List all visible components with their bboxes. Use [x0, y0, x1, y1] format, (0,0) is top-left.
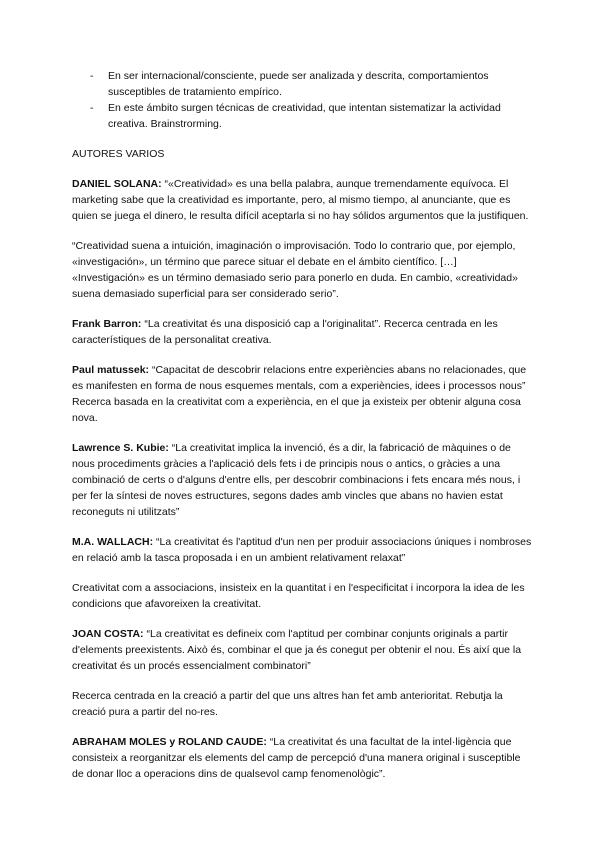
bullet-dash: - [90, 70, 94, 82]
document-page [72, 68, 532, 782]
quote-text: “La creativitat és l'aptitud d'un nen per produir associacions úniques i nombroses en relació amb la tasca proposada i en un ambient relativament relaxat” [72, 536, 532, 564]
paragraph-moles [72, 734, 532, 782]
quote-text: “La creativitat és una facultat de la intel·ligència que consisteix a reorganitzar els elements del camp de percepció d'una manera original i susceptible de donar lloc a operacions dins de qualsevol camp fenomenològic”. [72, 736, 521, 780]
author-name: DANIEL SOLANA: [72, 178, 162, 190]
bullet-list [72, 68, 532, 132]
author-name: Lawrence S. Kubie: [72, 442, 169, 454]
author-name: Frank Barron: [72, 318, 142, 330]
paragraph-barron [72, 316, 532, 348]
author-name: ABRAHAM MOLES y ROLAND CAUDE: [72, 736, 267, 748]
section-heading: AUTORES VARIOS [72, 148, 165, 160]
bullet-text: En este ámbito surgen técnicas de creatividad, que intentan sistematizar la actividad creativa. Brainstrorming. [108, 102, 501, 130]
bullet-dash: - [90, 102, 94, 114]
bullet-text: En ser internacional/consciente, puede ser analizada y descrita, comportamientos susceptibles de tratamiento empírico. [108, 70, 489, 98]
author-name: JOAN COSTA: [72, 628, 144, 640]
paragraph-solana [72, 176, 532, 224]
author-name: M.A. WALLACH: [72, 536, 154, 548]
paragraph-costa [72, 626, 532, 674]
list-item [72, 100, 532, 132]
paragraph-solana-2: “Creatividad suena a intuición, imaginación o improvisación. Todo lo contrario que, por ejemplo, «investigación», un término que parece situar el debate en el ámbito científico. […] «Investigación» es un término demasiado serio para ponerlo en duda. En cambio, «creatividad» suena demasiado superficial para ser considerado serio”. [72, 240, 518, 300]
paragraph-matussek-2: Recerca basada en la creativitat com a experiència, en el que ja existeix per obtenir alguna cosa nova. [72, 396, 521, 424]
quote-text: “La creativitat és una disposició cap a l'originalitat”. Recerca centrada en les característiques de la personalitat creativa. [72, 318, 498, 346]
quote-text: “La creativitat es defineix com l'aptitud per combinar conjunts originals a partir d'elements preexistents. Això és, combinar el que ja és conegut per obtenir el nou. És així que la creativitat és un procés essencialment combinatori” [72, 628, 522, 672]
paragraph-kubie [72, 440, 532, 520]
paragraph-matussek [72, 362, 532, 394]
author-name: Paul matussek: [72, 364, 150, 376]
quote-text: “La creativitat implica la invenció, és a dir, la fabricació de màquines o de nous procediments gràcies a l'aplicació dels fets i de principis nous o antics, o gràcies a una combinació de certs o d'alguns d'entre ells, per descobrir combinacions i fets encara més nous, i per fer la síntesi de noves estructures, segons dades amb vincles que abans no havien estat reconeguts ni utilitzats” [72, 442, 521, 518]
quote-text: “«Creatividad» es una bella palabra, aunque tremendamente equívoca. El marketing sabe que la creatividad es importante, pero, al mismo tiempo, al anunciante, que es quien se juega el dinero, le resulta difícil aceptarla si no hay sólidos argumentos que la justifiquen. [72, 178, 529, 222]
quote-text: “Capacitat de descobrir relacions entre experiències abans no relacionades, que es manifesten en forma de nous esquemes mentals, com a experiències, idees i processos nous” [72, 364, 527, 392]
paragraph-wallach [72, 534, 532, 566]
paragraph-costa-2: Recerca centrada en la creació a partir del que uns altres han fet amb anterioritat. Rebutja la creació pura a partir del no-res. [72, 690, 503, 718]
list-item [72, 68, 532, 100]
paragraph-wallach-2: Creativitat com a associacions, insisteix en la quantitat i en l'especificitat i incorpora la idea de les condicions que afavoreixen la creativitat. [72, 582, 525, 610]
